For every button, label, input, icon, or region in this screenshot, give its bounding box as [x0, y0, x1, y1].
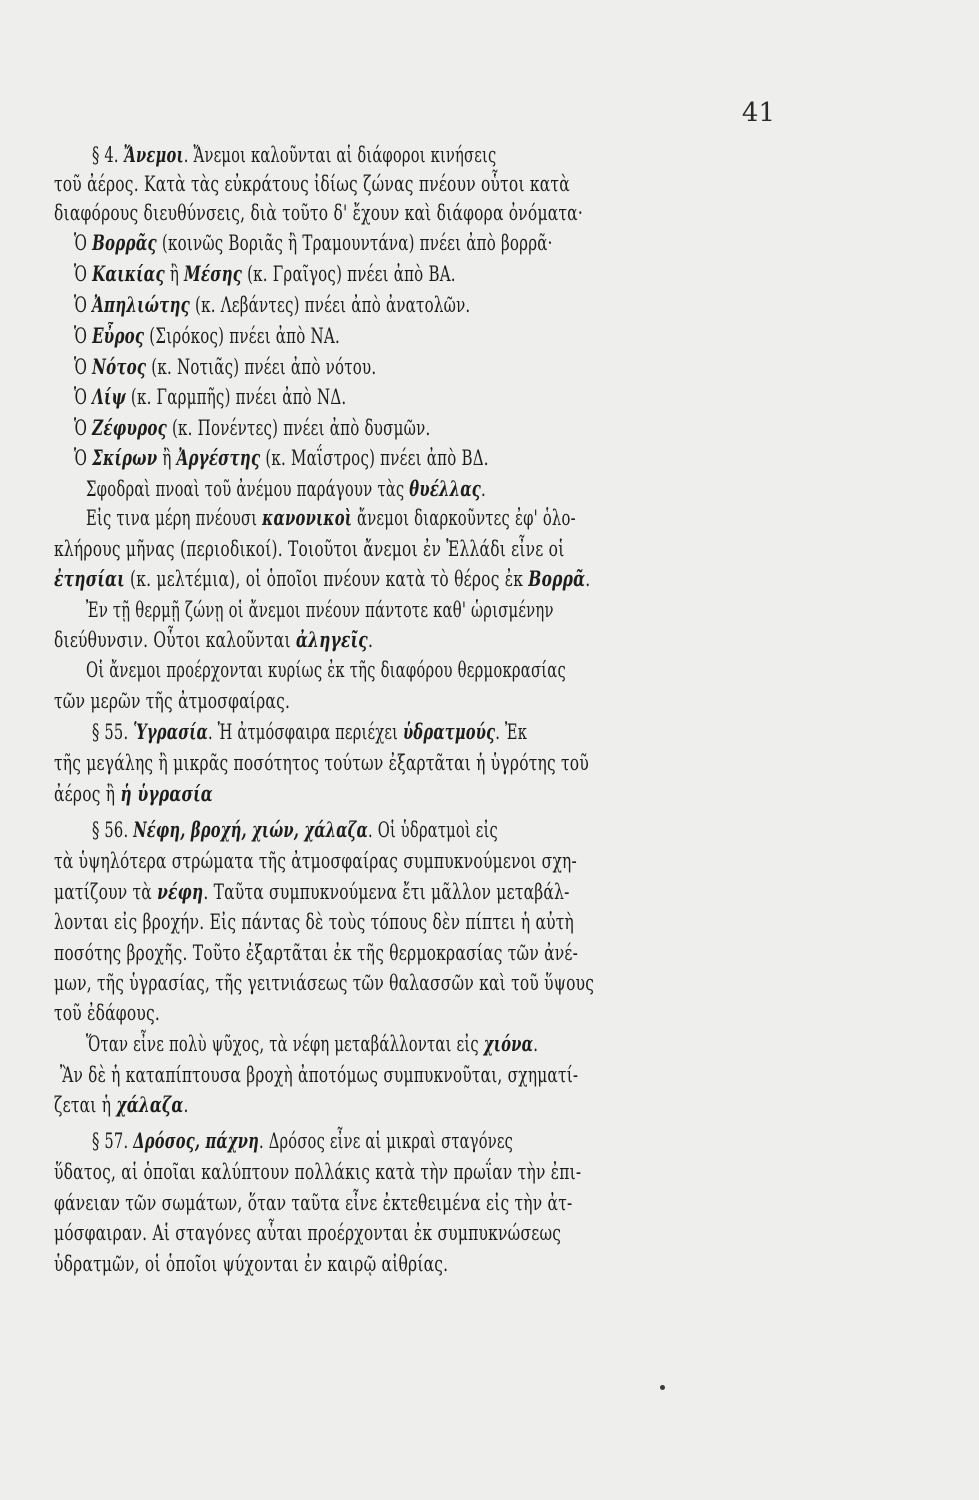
emphasized-term: ὑδρατμούς [403, 719, 496, 744]
emphasized-term: Σκίρων [92, 445, 158, 470]
text-run: ὑδρατμῶν, οἱ ὁποῖοι ψύχονται ἐν καιρῷ αἰθρίας. [54, 1252, 449, 1276]
text-run: Ὁ [74, 231, 93, 255]
text-line [54, 1188, 775, 1218]
text-run: λονται εἰς βροχήν. Εἰς πάντας δὲ τοὺς τόπους δὲν πίπτει ἡ αὐτὴ [54, 910, 575, 934]
text-line [60, 1060, 775, 1090]
emphasized-term: ἐτησίαι [54, 566, 125, 591]
emphasized-term: Εὖρος [92, 323, 145, 348]
text-run: διεύθυνσιν. Οὗτοι καλοῦνται [54, 628, 296, 652]
text-line [86, 595, 775, 625]
text-run: (κ. Λεβάντες) πνέει ἀπὸ ἀνατολῶν. [190, 293, 471, 317]
text-run: . Ταῦτα συμπυκνούμενα ἔτι μᾶλλον μεταβάλ- [203, 880, 570, 904]
text-run: (κ. Γαρμπῆς) πνέει ἀπὸ ΝΔ. [125, 385, 347, 409]
emphasized-term: θυέλλας [409, 476, 481, 501]
text-line [74, 228, 775, 258]
text-run: ἢ [164, 262, 185, 286]
text-line [54, 198, 775, 228]
text-run: τῶν μερῶν τῆς ἀτμοσφαίρας. [54, 689, 291, 713]
text-run: διαφόρους διευθύνσεις, διὰ τοῦτο δ' ἔχουν καὶ διάφορα ὀνόματα· [54, 201, 583, 225]
text-run: § 56. [92, 818, 134, 842]
text-run: ὕδατος, αἱ ὁποῖαι καλύπτουν πολλάκις κατὰ τὴν πρωΐαν τὴν ἐπι- [54, 1160, 582, 1184]
text-line [54, 779, 775, 809]
emphasized-term: νέφη [157, 879, 204, 904]
text-run: ἀέρος ἢ [54, 782, 121, 806]
text-run: Ὁ [74, 416, 93, 440]
text-line [74, 352, 775, 382]
text-line [92, 815, 775, 845]
text-run: Ὁ [74, 385, 93, 409]
text-run: (κ. Νοτιᾶς) πνέει ἀπὸ νότου. [146, 355, 377, 379]
text-line [74, 413, 775, 443]
text-line [54, 686, 775, 716]
text-run: . [480, 477, 486, 501]
text-run: Εἰς τινα μέρη πνέουσι [86, 506, 263, 530]
text-run: ματίζουν τὰ [54, 880, 158, 904]
text-run: . Οἱ ὑδρατμοὶ εἰς [368, 818, 498, 842]
text-run: . Δρόσος εἶνε αἱ μικραὶ σταγόνες [258, 1129, 514, 1153]
text-run: Ὁ [74, 446, 93, 470]
text-run: ἢ [157, 446, 177, 470]
text-line [54, 748, 775, 778]
emphasized-term: Λίψ [92, 384, 126, 409]
text-run: Ἐν τῇ θερμῇ ζώνῃ οἱ ἄνεμοι πνέουν πάντοτε καθ' ὡρισμένην [86, 598, 554, 622]
text-line [92, 717, 775, 747]
text-run: § 57. [92, 1129, 134, 1153]
text-run: Ὁ [74, 324, 93, 348]
page-number: 41 [741, 98, 775, 128]
text-line [86, 1029, 775, 1059]
text-run: (κ. μελτέμια), οἱ ὁποῖοι πνέουν κατὰ τὸ θέρος ἐκ [124, 567, 529, 591]
emphasized-term: Ἀπηλιώτης [92, 292, 191, 317]
text-line [54, 1090, 775, 1120]
emphasized-term: Δρόσος, πάχνη [133, 1128, 259, 1153]
text-line [54, 1249, 775, 1279]
emphasized-term: ἀληγεῖς [295, 627, 368, 652]
emphasized-term: Ζέφυρος [92, 415, 167, 440]
text-line [54, 846, 775, 876]
text-run: . [533, 1032, 539, 1056]
text-run: . Ἐκ [495, 720, 528, 744]
text-line [54, 998, 775, 1028]
text-line [54, 169, 775, 199]
text-run: (κ. Γραῖγος) πνέει ἀπὸ ΒΑ. [242, 262, 456, 286]
text-run: ποσότης βροχῆς. Τοῦτο ἐξαρτᾶται ἐκ τῆς θερμοκρασίας τῶν ἀνέ- [54, 941, 579, 965]
text-line [86, 503, 775, 533]
text-line [74, 321, 775, 351]
text-line [54, 1157, 775, 1187]
text-run: . Ἡ ἀτμόσφαιρα περιέχει [208, 720, 404, 744]
text-line [92, 1126, 775, 1156]
text-run: ἄνεμοι διαρκοῦντες ἐφ' ὁλο- [352, 506, 576, 530]
emphasized-term: Νότος [92, 354, 147, 379]
text-run: Ὁ [74, 262, 93, 286]
text-run: Οἱ ἄνεμοι προέρχονται κυρίως ἐκ τῆς διαφόρου θερμοκρασίας [86, 658, 566, 682]
text-run: κλήρους μῆνας (περιοδικοί). Τοιοῦτοι ἄνεμοι ἐν Ἑλλάδι εἶνε οἱ [54, 537, 565, 561]
text-run: τοῦ ἐδάφους. [54, 1001, 161, 1025]
text-run: μόσφαιραν. Αἱ σταγόνες αὗται προέρχονται ἐκ συμπυκνώσεως [54, 1221, 562, 1245]
text-line [86, 474, 775, 504]
text-run: Ὁ [74, 355, 93, 379]
text-line [54, 625, 775, 655]
emphasized-term: Βορρᾶ [528, 566, 586, 591]
text-line [54, 564, 775, 594]
text-run: Ὁ [74, 293, 93, 317]
text-run: Ὅταν εἶνε πολὺ ψῦχος, τὰ νέφη μεταβάλλονται εἰς [86, 1032, 484, 1056]
emphasized-term: χάλαζα [116, 1092, 184, 1117]
text-line [54, 907, 775, 937]
text-line [54, 938, 775, 968]
text-line [74, 443, 775, 473]
emphasized-term: Βορρᾶς [92, 230, 157, 255]
text-run: ζεται ἡ [54, 1093, 117, 1117]
text-run: (Σιρόκος) πνέει ἀπὸ ΝΑ. [144, 324, 340, 348]
text-run: . [367, 628, 374, 652]
text-line [74, 259, 775, 289]
emphasized-term: Ἀργέστης [176, 445, 261, 470]
text-line [74, 290, 775, 320]
text-line [92, 140, 775, 170]
text-run: μων, τῆς ὑγρασίας, τῆς γειτνιάσεως τῶν θαλασσῶν καὶ τοῦ ὕψους [54, 971, 595, 995]
text-line [54, 877, 775, 907]
text-run: Ἂν δὲ ἡ καταπίπτουσα βροχὴ ἀποτόμως συμπυκνοῦται, σχηματί- [60, 1063, 579, 1087]
text-run: τοῦ ἀέρος. Κατὰ τὰς εὐκράτους ἰδίως ζώνας πνέουν οὗτοι κατὰ [54, 172, 570, 196]
emphasized-term: Ὑγρασία [133, 719, 209, 744]
text-run: (κοινῶς Βοριᾶς ἢ Τραμουντάνα) πνέει ἀπὸ βορρᾶ· [156, 231, 553, 255]
text-run: τῆς μεγάλης ἢ μικρᾶς ποσότητος τούτων ἐξαρτᾶται ἡ ὑγρότης τοῦ [54, 751, 589, 775]
text-run: § 55. [92, 720, 134, 744]
text-run: § 4. [92, 143, 124, 167]
text-line [54, 534, 775, 564]
text-run: . [183, 1093, 189, 1117]
text-run: . Ἄνεμοι καλοῦνται αἱ διάφοροι κινήσεις [183, 143, 497, 167]
text-line [54, 968, 775, 998]
text-run: Σφοδραὶ πνοαὶ τοῦ ἀνέμου παράγουν τὰς [86, 477, 410, 501]
text-run: . [585, 567, 591, 591]
emphasized-term: Ἄνεμοι [123, 142, 184, 167]
emphasized-term: ἡ ὑγρασία [120, 781, 213, 806]
text-run: φάνειαν τῶν σωμάτων, ὅταν ταῦτα εἶνε ἐκτεθειμένα εἰς τὴν ἀτ- [54, 1191, 573, 1215]
text-line [54, 1218, 775, 1248]
text-run: τὰ ὑψηλότερα στρώματα τῆς ἀτμοσφαίρας συμπυκνούμενοι σχη- [54, 849, 577, 873]
text-run: (κ. Μαΐστρος) πνέει ἀπὸ ΒΔ. [260, 446, 489, 470]
emphasized-term: Νέφη, βροχή, χιών, χάλαζα [133, 817, 369, 842]
emphasized-term: χιόνα [483, 1031, 534, 1056]
text-run: (κ. Πονέντες) πνέει ἀπὸ δυσμῶν. [166, 416, 431, 440]
text-line [74, 382, 775, 412]
emphasized-term: Μέσης [184, 261, 243, 286]
emphasized-term: Καικίας [92, 261, 165, 286]
ink-speck [660, 1385, 665, 1390]
emphasized-term: κανονικοὶ [262, 505, 353, 530]
text-line [86, 655, 775, 685]
